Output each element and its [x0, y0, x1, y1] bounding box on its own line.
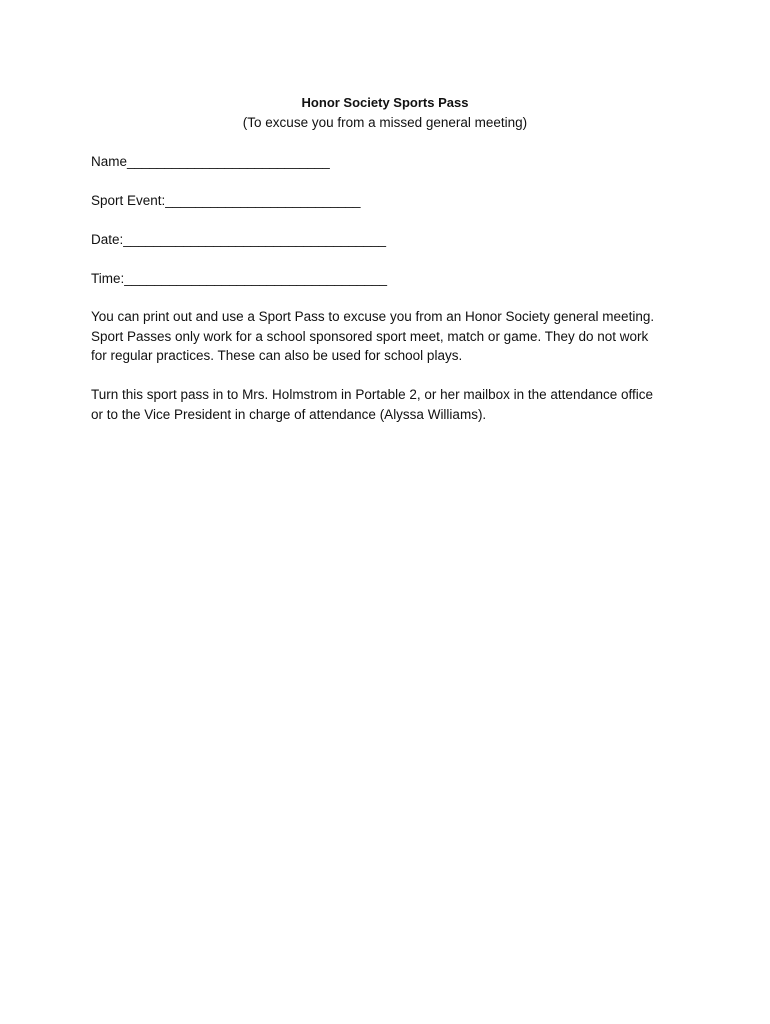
- paragraph-line: for regular practices. These can also be used for school plays.: [91, 348, 463, 363]
- paragraph-line: Sport Passes only work for a school sponsored sport meet, match or game. They do not work: [91, 328, 649, 344]
- sport-pass-usage-paragraph: [91, 307, 691, 366]
- date-field-line: Date:___________________________________: [91, 232, 387, 247]
- paragraph-line: or to the Vice President in charge of attendance (Alyssa Williams).: [91, 406, 487, 422]
- name-field-line: Name___________________________: [91, 154, 330, 169]
- document-title: Honor Society Sports Pass: [301, 95, 469, 110]
- time-field-line: Time:___________________________________: [91, 271, 388, 286]
- paragraph-line: You can print out and use a Sport Pass to excuse you from an Honor Society general meeting.: [91, 309, 655, 324]
- turn-in-instructions-paragraph: [91, 385, 691, 424]
- sport-event-field-line: Sport Event:__________________________: [91, 193, 361, 208]
- document-subtitle: (To excuse you from a missed general meeting): [242, 115, 528, 130]
- paragraph-line: Turn this sport pass in to Mrs. Holmstrom in Portable 2, or her mailbox in the attendance office: [91, 387, 654, 402]
